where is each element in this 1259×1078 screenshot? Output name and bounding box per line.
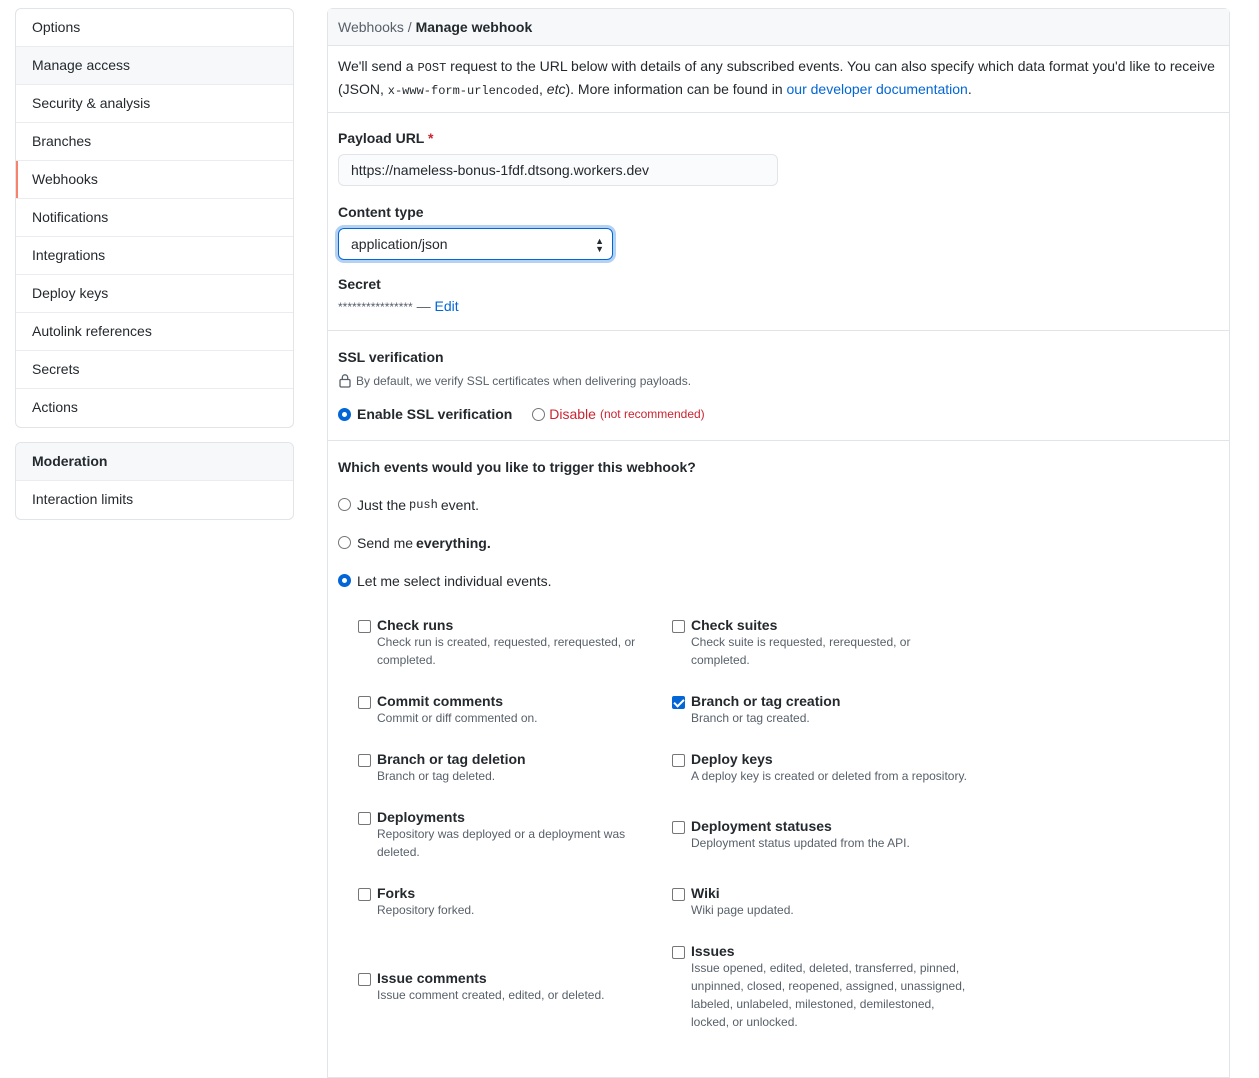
event-description: Repository forked. (377, 902, 475, 917)
ssl-disable-note: (not recommended) (599, 407, 705, 421)
event-description: Branch or tag created. (691, 710, 810, 725)
event-item[interactable] (358, 885, 672, 919)
ssl-enable-label: Enable SSL verification (357, 406, 513, 422)
event-checkbox[interactable] (672, 696, 685, 709)
event-option-everything[interactable]: Send me everything. (338, 535, 1219, 551)
event-item[interactable] (672, 617, 972, 669)
intro-part: . (967, 81, 972, 97)
event-title: Branch or tag creation (691, 692, 841, 709)
event-title: Commit comments (377, 692, 504, 709)
event-item[interactable] (672, 751, 972, 785)
sidebar-item-security[interactable]: Security & analysis (16, 85, 293, 123)
event-list (358, 617, 1219, 1031)
sidebar-item-autolink[interactable]: Autolink references (16, 313, 293, 351)
event-checkbox[interactable] (358, 888, 371, 901)
ssl-enable-radio[interactable] (338, 406, 512, 422)
content-type-label: Content type (338, 204, 424, 220)
event-description: Deployment status updated from the API. (691, 835, 910, 850)
radio-unselected[interactable] (338, 536, 351, 549)
event-title: Forks (377, 884, 416, 901)
event-checkbox[interactable] (358, 620, 371, 633)
breadcrumb-webhooks-link[interactable]: Webhooks (338, 19, 404, 35)
sidebar-item-secrets[interactable]: Secrets (16, 351, 293, 389)
payload-url-label: Payload URL * (338, 130, 434, 146)
intro-part: We'll send a (338, 58, 418, 74)
event-checkbox[interactable] (672, 754, 685, 767)
event-description: Repository was deployed or a deployment was deleted. (377, 826, 626, 859)
sidebar-item-interaction-limits[interactable]: Interaction limits (32, 491, 134, 507)
breadcrumb-separator: / (403, 19, 416, 35)
intro-part: , (539, 81, 547, 97)
breadcrumb (328, 9, 1229, 46)
intro-text (328, 46, 1229, 113)
sidebar-item-integrations[interactable]: Integrations (16, 237, 293, 275)
radio-unselected[interactable] (338, 498, 351, 511)
event-checkbox[interactable] (358, 812, 371, 825)
intro-code: POST (417, 61, 447, 75)
intro-part: ). More information can be found in (565, 81, 787, 97)
ssl-label: SSL verification (338, 349, 444, 365)
secret-row: **************** — Edit (338, 298, 459, 314)
radio-unselected[interactable] (532, 408, 545, 421)
content-type-value: application/json (351, 236, 448, 252)
sidebar-item-manage-access[interactable]: Manage access (16, 47, 293, 85)
event-item[interactable] (672, 885, 972, 919)
sidebar-item-webhooks[interactable]: Webhooks (16, 161, 293, 199)
event-item[interactable] (358, 809, 672, 861)
sidebar-item-branches[interactable]: Branches (16, 123, 293, 161)
event-item[interactable] (358, 693, 672, 727)
payload-url-input[interactable]: https://nameless-bonus-1fdf.dtsong.workers.dev (338, 154, 778, 186)
ssl-note: By default, we verify SSL certificates when delivering payloads. (356, 373, 692, 388)
event-option-push[interactable]: Just the push event. (338, 497, 1219, 513)
event-option-select[interactable]: Let me select individual events. (338, 573, 1219, 589)
moderation-sidebar (15, 442, 294, 520)
webhook-panel (327, 8, 1230, 1078)
event-description: Commit or diff commented on. (377, 710, 538, 725)
secret-label: Secret (338, 276, 381, 292)
sidebar-item-actions[interactable]: Actions (32, 399, 78, 415)
event-item[interactable] (672, 818, 972, 852)
events-question: Which events would you like to trigger this webhook? (338, 458, 696, 475)
event-item[interactable] (358, 617, 672, 669)
event-item[interactable] (358, 970, 672, 1004)
event-title: Deploy keys (691, 750, 773, 767)
event-description: Issue opened, edited, deleted, transferred, pinned, unpinned, closed, reopened, assigned, unassigned, labeled, unlabeled, milestoned, demilestoned, locked, or unlocked. (691, 960, 966, 1029)
sidebar-item-options[interactable]: Options (16, 9, 293, 47)
event-description: Branch or tag deleted. (377, 768, 496, 783)
event-checkbox[interactable] (358, 973, 371, 986)
event-item[interactable] (672, 693, 972, 727)
event-description: A deploy key is created or deleted from a repository. (691, 768, 967, 783)
event-title: Issue comments (377, 969, 487, 986)
event-description: Issue comment created, edited, or deleted. (377, 987, 605, 1002)
page-title: Manage webhook (415, 19, 533, 35)
intro-code: x-www-form-urlencoded (387, 84, 540, 98)
moderation-heading: Moderation (16, 443, 293, 481)
ssl-disable-label: Disable (549, 406, 596, 422)
event-title: Check runs (377, 616, 454, 633)
intro-part: request to the URL below with details of any subscribed events. You can also specify which data format you'd like to receive (JSON, (338, 58, 1215, 97)
event-checkbox[interactable] (358, 754, 371, 767)
event-title: Check suites (691, 616, 778, 633)
event-title: Deployment statuses (691, 817, 832, 834)
ssl-disable-radio[interactable] (532, 406, 704, 422)
radio-selected[interactable] (338, 408, 351, 421)
sidebar-item-notifications[interactable]: Notifications (16, 199, 293, 237)
event-item[interactable] (672, 943, 972, 1031)
radio-selected[interactable] (338, 574, 351, 587)
event-title: Issues (691, 942, 735, 959)
secret-mask: **************** (338, 300, 413, 314)
developer-docs-link[interactable]: our developer documentation (786, 81, 968, 97)
event-description: Check suite is requested, rerequested, or completed. (691, 634, 911, 667)
intro-part: etc (546, 81, 566, 97)
sidebar-item-deploy-keys[interactable]: Deploy keys (16, 275, 293, 313)
event-checkbox[interactable] (672, 821, 685, 834)
event-title: Wiki (691, 884, 720, 901)
secret-edit-link[interactable]: Edit (434, 298, 459, 314)
event-title: Branch or tag deletion (377, 750, 526, 767)
settings-sidebar (15, 8, 294, 428)
event-checkbox[interactable] (358, 696, 371, 709)
lock-icon (338, 373, 352, 388)
event-checkbox[interactable] (672, 620, 685, 633)
event-item[interactable] (358, 751, 672, 785)
event-checkbox[interactable] (672, 946, 685, 959)
event-description: Wiki page updated. (691, 902, 794, 917)
select-caret-icon: ▲ ▼ (595, 236, 604, 254)
event-description: Check run is created, requested, rerequested, or completed. (377, 634, 636, 667)
event-checkbox[interactable] (672, 888, 685, 901)
event-title: Deployments (377, 808, 465, 825)
content-type-select[interactable] (338, 228, 613, 260)
